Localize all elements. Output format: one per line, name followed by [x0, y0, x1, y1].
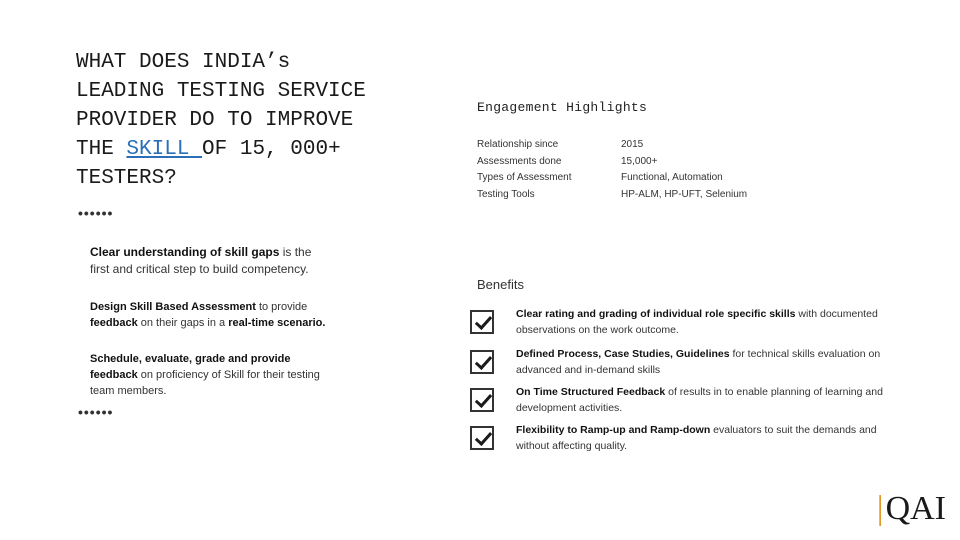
benefit-bold: Flexibility to Ramp-up and Ramp-down	[516, 424, 711, 436]
engagement-row	[477, 153, 797, 170]
benefit-text	[516, 346, 886, 378]
benefit-item	[470, 346, 890, 384]
engagement-row	[477, 136, 797, 153]
benefit-bold: Clear rating and grading of individual role specific skills	[516, 308, 796, 320]
engagement-key: Relationship since	[477, 138, 559, 150]
benefit-text	[516, 384, 886, 416]
engagement-value: HP-ALM, HP-UFT, Selenium	[621, 188, 748, 200]
engagement-row	[477, 169, 797, 186]
benefit-item	[470, 384, 890, 422]
benefit-rest: for technical skills evaluation on advanced and in-demand skills	[516, 348, 881, 376]
left-point-1-bold: Clear understanding of skill gaps	[90, 245, 280, 259]
benefit-item	[470, 422, 890, 460]
engagement-key: Assessments done	[477, 155, 562, 167]
checkbox-checked-icon	[470, 350, 494, 374]
left-point-1	[90, 244, 330, 278]
benefit-rest: with documented observations on the work outcome.	[516, 308, 878, 336]
benefit-text	[516, 306, 886, 338]
engagement-value: 15,000+	[621, 155, 658, 167]
left-point-2-bold-1: Design Skill Based Assessment	[90, 301, 256, 313]
title-highlight-skill[interactable]: SKILL	[126, 138, 203, 161]
benefit-text	[516, 422, 886, 454]
left-point-3	[90, 351, 330, 399]
checkbox-checked-icon	[470, 310, 494, 334]
benefits-list	[470, 306, 890, 460]
qai-logo	[877, 490, 946, 528]
left-point-2-bold-3: real-time scenario.	[228, 317, 326, 329]
title-text-before: WHAT DOES INDIA’s LEADING TESTING SERVICE PROVIDER DO TO IMPROVE THE	[76, 51, 366, 161]
checkbox-checked-icon	[470, 388, 494, 412]
title-text-after: OF 15, 000+ TESTERS?	[76, 138, 341, 190]
logo-bar: |	[876, 490, 884, 527]
decorative-dots-top: ••••••	[78, 205, 114, 221]
left-point-2	[90, 299, 330, 331]
benefits-title: Benefits	[477, 277, 524, 292]
engagement-key: Types of Assessment	[477, 172, 572, 184]
left-point-2-text-2: on their gaps in a	[137, 317, 229, 329]
engagement-value: Functional, Automation	[621, 172, 723, 184]
checkbox-checked-icon	[470, 426, 494, 450]
engagement-value: 2015	[621, 138, 644, 150]
benefit-bold: On Time Structured Feedback	[516, 386, 666, 398]
engagement-table	[477, 136, 797, 203]
benefit-rest: evaluators to suit the demands and without affecting quality.	[516, 424, 877, 452]
engagement-row	[477, 186, 797, 203]
benefit-item	[470, 306, 890, 346]
logo-text: QAI	[885, 490, 946, 527]
engagement-key: Testing Tools	[477, 188, 535, 200]
left-point-2-text-1: to provide	[255, 301, 308, 313]
left-point-1-text: is the first and critical step to build competency.	[90, 245, 312, 276]
engagement-title: Engagement Highlights	[477, 100, 648, 115]
benefit-rest: of results in to enable planning of learning and development activities.	[516, 386, 883, 414]
left-point-3-bold: Schedule, evaluate, grade and provide feedback	[90, 353, 291, 381]
page-title	[76, 48, 376, 193]
left-point-2-bold-2: feedback	[90, 317, 138, 329]
benefit-bold: Defined Process, Case Studies, Guidelines	[516, 348, 730, 360]
left-point-3-text: on proficiency of Skill for their testing team members.	[90, 369, 320, 397]
decorative-dots-bottom: ••••••	[78, 404, 114, 420]
